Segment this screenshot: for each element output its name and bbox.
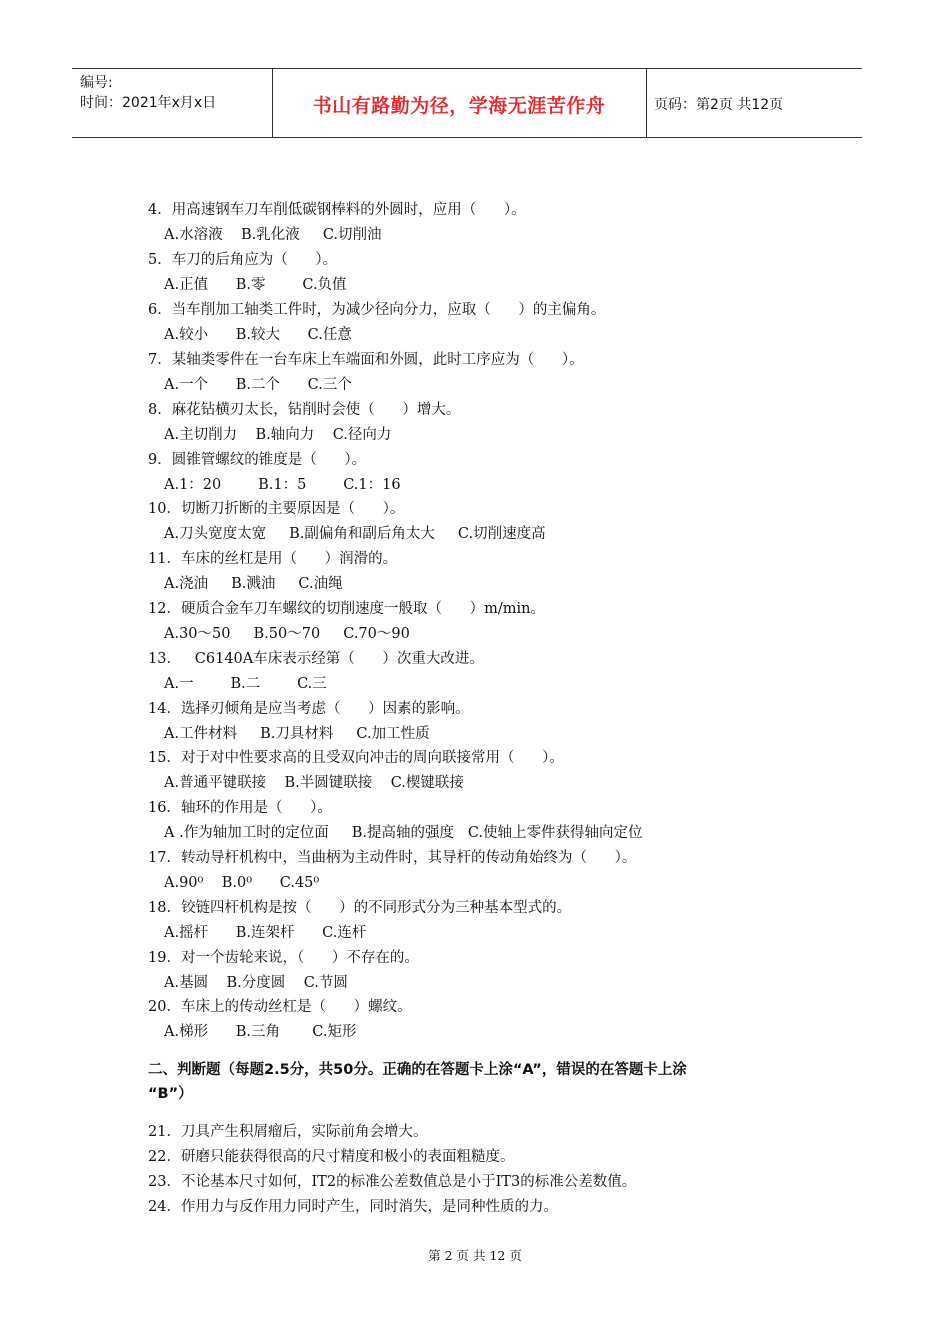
question-6: 6．当车削加工轴类工件时，为减少径向分力，应取（ ）的主偏角。 (148, 302, 606, 318)
question-17: 17．转动导杆机构中，当曲柄为主动件时，其导杆的传动角始终为（ ）。 (148, 850, 637, 866)
question-24: 24．作用力与反作用力同时产生，同时消失，是同种性质的力。 (148, 1199, 558, 1215)
header-page-cell (646, 69, 862, 137)
section-2-heading-line2: “B”） (148, 1086, 193, 1102)
header-page-label: 页码：第2页 共12页 (654, 97, 784, 113)
question-13: 13． C6140A车床表示经第（ ）次重大改进。 (148, 651, 484, 667)
question-8-options: A.主切削力 B.轴向力 C.径向力 (164, 427, 392, 443)
document-number-label: 编号: (80, 75, 113, 91)
page-footer: 第 2 页 共 12 页 (428, 1248, 522, 1263)
question-23: 23．不论基本尺寸如何，IT2的标准公差数值总是小于IT3的标准公差数值。 (148, 1174, 637, 1190)
question-16: 16．轴环的作用是（ ）。 (148, 800, 332, 816)
question-10: 10．切断刀折断的主要原因是（ ）。 (148, 501, 405, 517)
question-9-options: A.1：20 B.1：5 C.1：16 (164, 477, 401, 493)
question-14-options: A.工件材料 B.刀具材料 C.加工性质 (164, 726, 430, 742)
question-13-options: A.一 B.二 C.三 (164, 676, 327, 692)
question-11: 11．车床的丝杠是用（ ）润滑的。 (148, 551, 398, 567)
question-19: 19．对一个齿轮来说，（ ）不存在的。 (148, 950, 419, 966)
question-4: 4．用高速钢车刀车削低碳钢棒料的外圆时，应用（ ）。 (148, 202, 526, 218)
question-5: 5．车刀的后角应为（ ）。 (148, 252, 338, 268)
question-18-options: A.摇杆 B.连架杆 C.连杆 (164, 925, 367, 941)
header-motto: 书山有路勤为径，学海无涯苦作舟 (312, 95, 606, 117)
question-9: 9．圆锥管螺纹的锥度是（ ）。 (148, 452, 367, 468)
page-header (72, 68, 862, 138)
question-18: 18．铰链四杆机构是按（ ）的不同形式分为三种基本型式的。 (148, 900, 572, 916)
question-19-options: A.基圆 B.分度圆 C.节圆 (164, 975, 348, 991)
question-12: 12．硬质合金车刀车螺纹的切削速度一般取（ ）m/min。 (148, 601, 545, 617)
question-20-options: A.梯形 B.三角 C.矩形 (164, 1024, 357, 1040)
question-8: 8．麻花钻横刃太长，钻削时会使（ ）增大。 (148, 402, 461, 418)
question-7: 7．某轴类零件在一台车床上车端面和外圆，此时工序应为（ ）。 (148, 352, 584, 368)
question-22: 22．研磨只能获得很高的尺寸精度和极小的表面粗糙度。 (148, 1149, 515, 1165)
question-11-options: A.浇油 B.溅油 C.油绳 (164, 576, 343, 592)
question-14: 14．选择刃倾角是应当考虑（ ）因素的影响。 (148, 701, 470, 717)
question-5-options: A.正值 B.零 C.负值 (164, 277, 347, 293)
question-15: 15．对于对中性要求高的且受双向冲击的周向联接常用（ ）。 (148, 750, 564, 766)
question-12-options: A.30～50 B.50～70 C.70～90 (164, 626, 410, 642)
question-15-options: A.普通平键联接 B.半圆键联接 C.楔键联接 (164, 775, 464, 791)
header-motto-cell (272, 69, 647, 137)
question-6-options: A.较小 B.较大 C.任意 (164, 327, 352, 343)
section-2-heading-line1: 二、判断题（每题2.5分，共50分。正确的在答题卡上涂“A”，错误的在答题卡上涂 (148, 1062, 687, 1078)
question-17-options: A.90⁰ B.0⁰ C.45⁰ (164, 875, 320, 891)
question-20: 20．车床上的传动丝杠是（ ）螺纹。 (148, 999, 412, 1015)
question-16-options: A .作为轴加工时的定位面 B.提高轴的强度 C.使轴上零件获得轴向定位 (164, 825, 643, 841)
question-21: 21．刀具产生积屑瘤后，实际前角会增大。 (148, 1124, 428, 1140)
question-7-options: A.一个 B.二个 C.三个 (164, 377, 352, 393)
document-time-label: 时间：2021年x月x日 (80, 95, 217, 111)
header-info-cell (72, 69, 273, 137)
question-4-options: A.水溶液 B.乳化液 C.切削油 (164, 227, 382, 243)
question-10-options: A.刀头宽度太宽 B.副偏角和副后角太大 C.切削速度高 (164, 526, 546, 542)
